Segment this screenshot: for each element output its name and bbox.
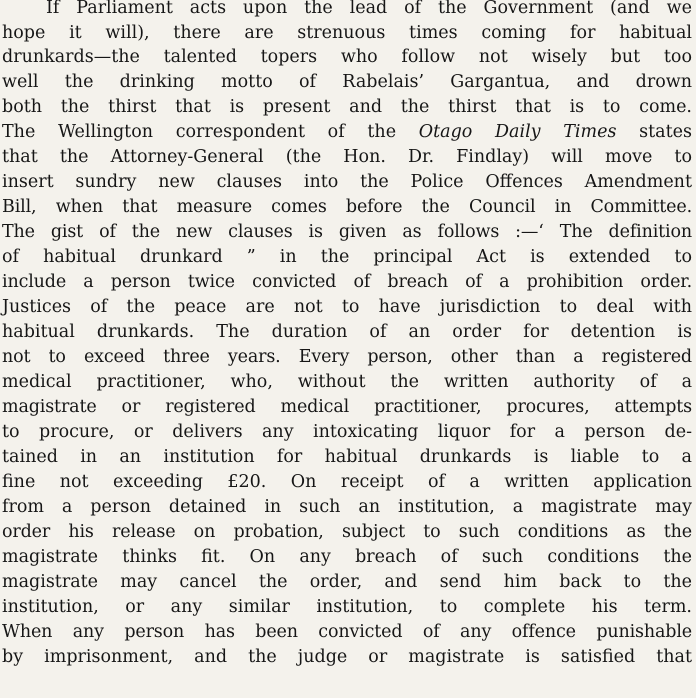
text-line: When any person has been convicted of any offence punishable bbox=[2, 622, 692, 642]
text-line: fine not exceeding £20. On receipt of a written application bbox=[2, 472, 692, 492]
text-line: magistrate may cancel the order, and send him back to the bbox=[2, 572, 692, 592]
text-segment: states bbox=[639, 122, 692, 142]
text-line: The gist of the new clauses is given as follows :—‘ The definition bbox=[2, 222, 692, 242]
text-line: magistrate or registered medical practitioner, procures, attempts bbox=[2, 397, 692, 417]
text-line: drunkards—the talented topers who follow not wisely but too bbox=[2, 47, 692, 67]
text-line: magistrate thinks fit. On any breach of such conditions the bbox=[2, 547, 692, 567]
newspaper-title: Otago Daily Times bbox=[418, 122, 617, 142]
text-line: include a person twice convicted of breach of a prohibition order. bbox=[2, 272, 692, 292]
text-line: to procure, or delivers any intoxicating liquor for a person de- bbox=[2, 422, 692, 442]
text-line: tained in an institution for habitual drunkards is liable to a bbox=[2, 447, 692, 467]
text-line: Justices of the peace are not to have jurisdiction to deal with bbox=[2, 297, 692, 317]
text-line: of habitual drunkard ” in the principal Act is extended to bbox=[2, 247, 692, 267]
text-line: that the Attorney-General (the Hon. Dr. Findlay) will move to bbox=[2, 147, 692, 167]
text-segment: The Wellington correspondent of the bbox=[2, 122, 397, 142]
text-line: hope it will), there are strenuous times coming for habitual bbox=[2, 23, 692, 43]
text-line: not to exceed three years. Every person, other than a registered bbox=[2, 347, 692, 367]
text-line: habitual drunkards. The duration of an order for detention is bbox=[2, 322, 692, 342]
text-line: both the thirst that is present and the thirst that is to come. bbox=[2, 97, 692, 117]
text-line-with-italic bbox=[2, 119, 692, 145]
text-line: institution, or any similar institution, to complete his term. bbox=[2, 597, 692, 617]
text-line: order his release on probation, subject to such conditions as the bbox=[2, 522, 692, 542]
text-line: medical practitioner, who, without the written authority of a bbox=[2, 372, 692, 392]
text-line: If Parliament acts upon the lead of the Government (and we bbox=[46, 0, 692, 18]
text-line: from a person detained in such an institution, a magistrate may bbox=[2, 497, 692, 517]
text-line: Bill, when that measure comes before the Council in Committee. bbox=[2, 197, 692, 217]
text-line: insert sundry new clauses into the Police Offences Amendment bbox=[2, 172, 692, 192]
text-line: by imprisonment, and the judge or magistrate is satisfied that bbox=[2, 647, 692, 667]
text-line: well the drinking motto of Rabelais’ Gargantua, and drown bbox=[2, 72, 692, 92]
